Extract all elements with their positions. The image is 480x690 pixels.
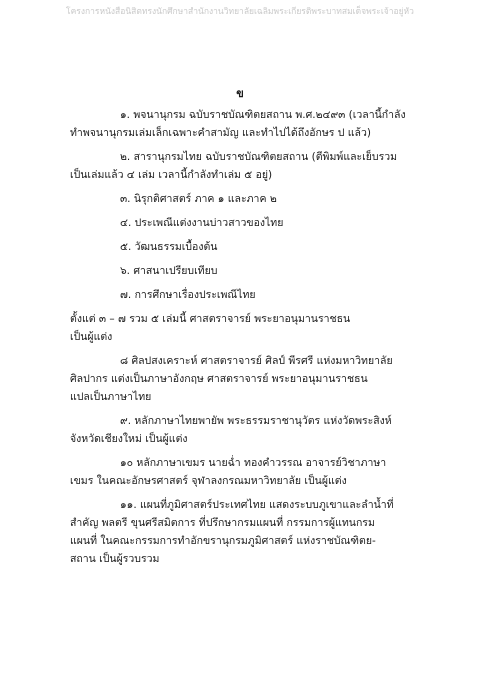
list-item-line: ๑๐ หลักภาษาเขมร นายฉ่ำ ทองคำวรรณ อาจารย์วิชาภาษา <box>120 457 387 469</box>
list-item <box>70 286 420 304</box>
list-item <box>70 190 420 208</box>
list-item-line: สำคัญ พลตรี ขุนศรีสมิตการ ที่ปรึกษากรมแผนที่ กรรมการผู้แทนกรม <box>70 517 375 529</box>
list-item-line: จังหวัดเชียงใหม่ เป็นผู้แต่ง <box>70 433 188 445</box>
list-item <box>70 262 420 280</box>
list-item-line: แผนที่ ในคณะกรรมการทำอักขรานุกรมภูมิศาสตร์ แห่งราชบัณฑิตย- <box>70 535 376 547</box>
book-list <box>70 106 420 574</box>
list-item-line: ศิลปากร แต่งเป็นภาษาอังกฤษ ศาสตราจารย์ พระยาอนุมานราชธน <box>70 373 368 385</box>
list-item-line: ๖. ศาสนาเปรียบเทียบ <box>120 265 218 277</box>
list-item-line: ๓. นิรุกติศาสตร์ ภาค ๑ และภาค ๒ <box>120 193 277 205</box>
list-item <box>70 214 420 232</box>
list-item-line: ๔. ประเพณีแต่งงานบ่าวสาวของไทย <box>120 217 284 229</box>
list-item <box>70 310 420 346</box>
list-item-line: ทำพจนานุกรมเล่มเล็กเฉพาะคำสามัญ และทำไปได้ถึงอักษร ป แล้ว) <box>70 127 371 139</box>
watermark-header: โครงการหนังสือนิสิตทรงนักศึกษาสำนักงานวิทยาลัยเฉลิมพระเกียรติพระบาทสมเด็จพระเจ้าอยู่หัว <box>66 7 414 17</box>
list-item-line: ๘ ศิลปสงเคราะห์ ศาสตราจารย์ ศิลป์ พีรศรี แห่งมหาวิทยาลัย <box>120 355 393 367</box>
list-item <box>70 106 420 142</box>
list-item <box>70 238 420 256</box>
page-number: ข <box>236 87 244 100</box>
list-item <box>70 496 420 568</box>
list-item-line: ๙. หลักภาษาไทยพายัพ พระธรรมราชานุวัตร แห่งวัดพระสิงห์ <box>120 415 392 427</box>
list-item-line: เป็นผู้แต่ง <box>70 331 113 343</box>
list-item <box>70 412 420 448</box>
list-item-line: สถาน เป็นผู้รวบรวม <box>70 553 160 565</box>
list-item <box>70 454 420 490</box>
list-item-line: เป็นเล่มแล้ว ๔ เล่ม เวลานี้กำลังทำเล่ม ๕ อยู่) <box>70 169 273 181</box>
list-item <box>70 148 420 184</box>
list-item-line: แปลเป็นภาษาไทย <box>70 391 152 403</box>
list-item-line: เขมร ในคณะอักษรศาสตร์ จุฬาลงกรณมหาวิทยาลัย เป็นผู้แต่ง <box>70 475 347 487</box>
list-item-line: ๒. สารานุกรมไทย ฉบับราชบัณฑิตยสถาน (ตีพิมพ์และเย็บรวม <box>120 151 398 163</box>
list-item-line: ๕. วัฒนธรรมเบื้องต้น <box>120 241 218 253</box>
list-item-line: ตั้งแต่ ๓ – ๗ รวม ๕ เล่มนี้ ศาสตราจารย์ พระยาอนุมานราชธน <box>70 313 351 325</box>
list-item-line: ๑. พจนานุกรม ฉบับราชบัณฑิตยสถาน พ.ศ.๒๔๙๓ (เวลานี้กำลัง <box>120 109 406 121</box>
list-item-line: ๗. การศึกษาเรื่องประเพณีไทย <box>120 289 256 301</box>
list-item-line: ๑๑. แผนที่ภูมิศาสตร์ประเทศไทย แสดงระบบภูเขาและลำน้ำที่ <box>120 499 394 511</box>
list-item <box>70 352 420 406</box>
